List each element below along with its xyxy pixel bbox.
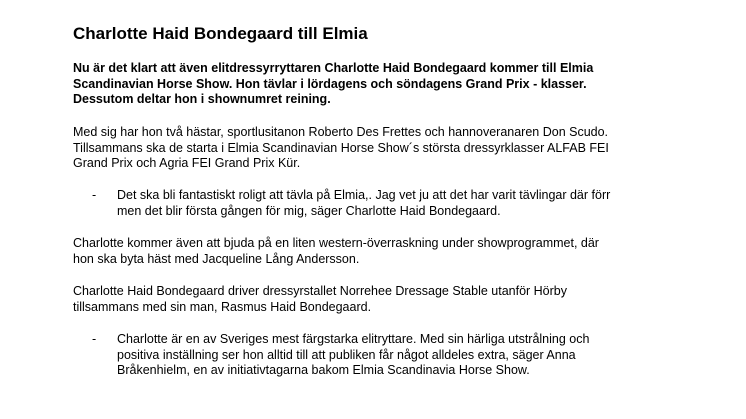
lead-line: Dessutom deltar hon i shownumret reining. xyxy=(73,92,331,106)
lead-line: Nu är det klart att även elitdressyrryttaren Charlotte Haid Bondegaard kommer till Elmia xyxy=(73,61,594,75)
quote-line: men det blir första gången för mig, säger Charlotte Haid Bondegaard. xyxy=(117,203,501,218)
quote-line: Det ska bli fantastiskt roligt att tävla på Elmia,. Jag vet ju att det har varit tävlingar där förr xyxy=(117,188,611,202)
paragraph-line: hon ska byta häst med Jacqueline Lång Andersson. xyxy=(73,251,360,266)
paragraph-line: Tillsammans ska de starta i Elmia Scandinavian Horse Show´s största dressyrklasser ALFAB FEI xyxy=(73,140,609,155)
paragraph-line: tillsammans med sin man, Rasmus Haid Bondegaard. xyxy=(73,299,372,314)
article-title: Charlotte Haid Bondegaard till Elmia xyxy=(73,24,368,43)
quote-line: Bråkenhielm, en av initiativtagarna bakom Elmia Scandinavia Horse Show. xyxy=(117,363,530,377)
lead-line: Scandinavian Horse Show. Hon tävlar i lördagens och söndagens Grand Prix - klasser. xyxy=(73,76,587,91)
lead-paragraph xyxy=(73,61,733,108)
quote-text xyxy=(117,188,610,219)
quote-dash: - xyxy=(92,188,97,202)
paragraph-line: Charlotte Haid Bondegaard driver dressyrstallet Norrehee Dressage Stable utanför Hörby xyxy=(73,284,568,298)
paragraph-line: Grand Prix och Agria FEI Grand Prix Kür. xyxy=(73,156,301,170)
quote-line: positiva inställning ser hon alltid till att publiken får något alldeles extra, säger Anna xyxy=(117,347,576,362)
body-paragraph-western xyxy=(73,236,733,267)
paragraph-line: Charlotte kommer även att bjuda på en liten western-överraskning under showprogrammet, där xyxy=(73,236,599,250)
body-paragraph-horses xyxy=(73,125,733,172)
quote-dash: - xyxy=(92,332,97,346)
quote-text xyxy=(117,332,589,379)
body-paragraph-stable xyxy=(73,284,733,315)
quote-line: Charlotte är en av Sveriges mest färgstarka elitryttare. Med sin härliga utstrålning och xyxy=(117,332,590,346)
paragraph-line: Med sig har hon två hästar, sportlusitanon Roberto Des Frettes och hannoveranaren Don Scudo. xyxy=(73,125,609,139)
